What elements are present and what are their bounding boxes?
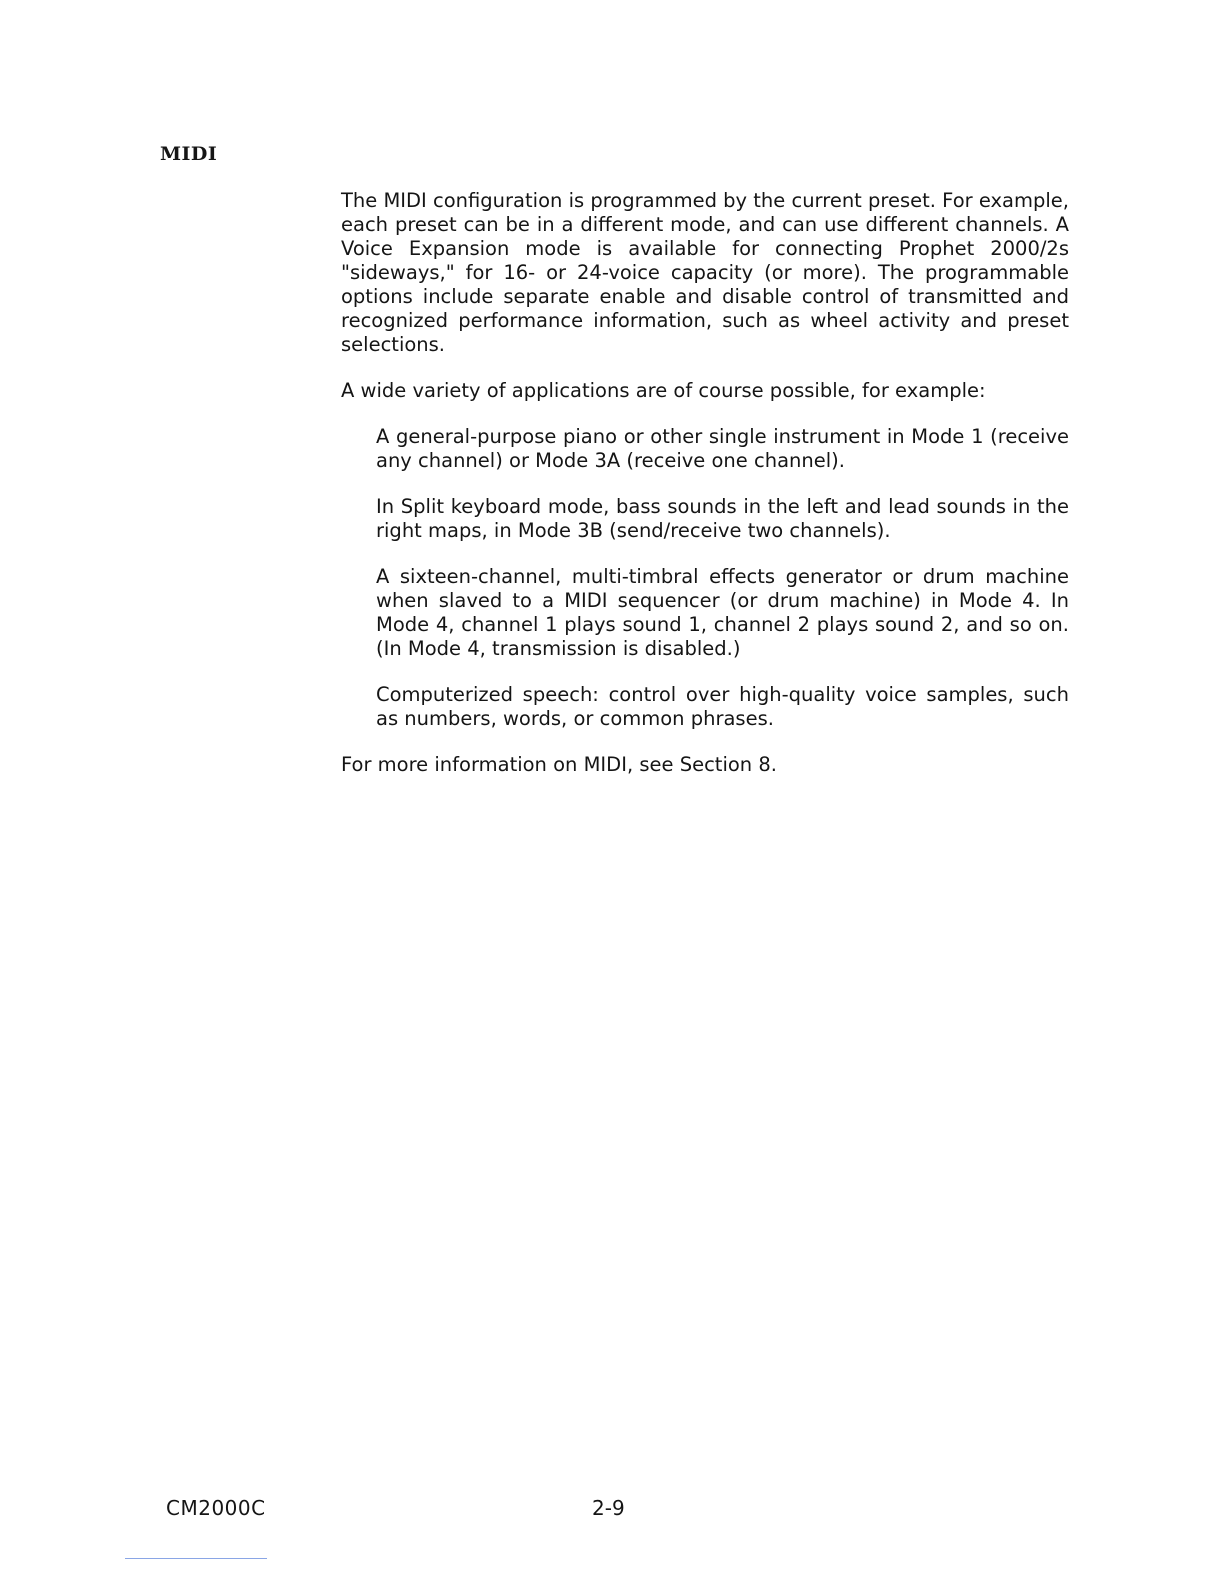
example-paragraph: A sixteen-channel, multi-timbral effects generator or drum machine when slaved to a MIDI sequencer (or drum machine) in Mode 4. In Mode 4, channel 1 plays sound 1, channel 2 plays sound 2, and so on. (In Mode 4, transmission is disabled.) xyxy=(376,565,1069,660)
example-paragraph: In Split keyboard mode, bass sounds in the left and lead sounds in the right maps, in Mode 3B (send/receive two channels). xyxy=(376,495,1069,542)
intro-paragraph: The MIDI configuration is programmed by the current preset. For example, each preset can be in a different mode, and can use different channels. A Voice Expansion mode is available for connecting Prophet 2000/2s "sideways," for 16- or 24-voice capacity (or more). The programmable options include separate enable and disable control of transmitted and recognized performance information, such as wheel activity and preset selections. xyxy=(341,189,1069,356)
closing-paragraph: For more information on MIDI, see Section 8. xyxy=(341,753,777,776)
example-paragraph: A general-purpose piano or other single instrument in Mode 1 (receive any channel) or Mode 3A (receive one channel). xyxy=(376,425,1069,472)
example-paragraph: Computerized speech: control over high-quality voice samples, such as numbers, words, or common phrases. xyxy=(376,683,1069,730)
page-number: 2-9 xyxy=(592,1496,625,1520)
body-text xyxy=(341,189,1069,799)
document-code: CM2000C xyxy=(166,1496,266,1520)
edge-rule xyxy=(125,1558,267,1559)
lead-in-paragraph: A wide variety of applications are of course possible, for example: xyxy=(341,379,986,402)
section-heading: MIDI xyxy=(160,143,218,165)
